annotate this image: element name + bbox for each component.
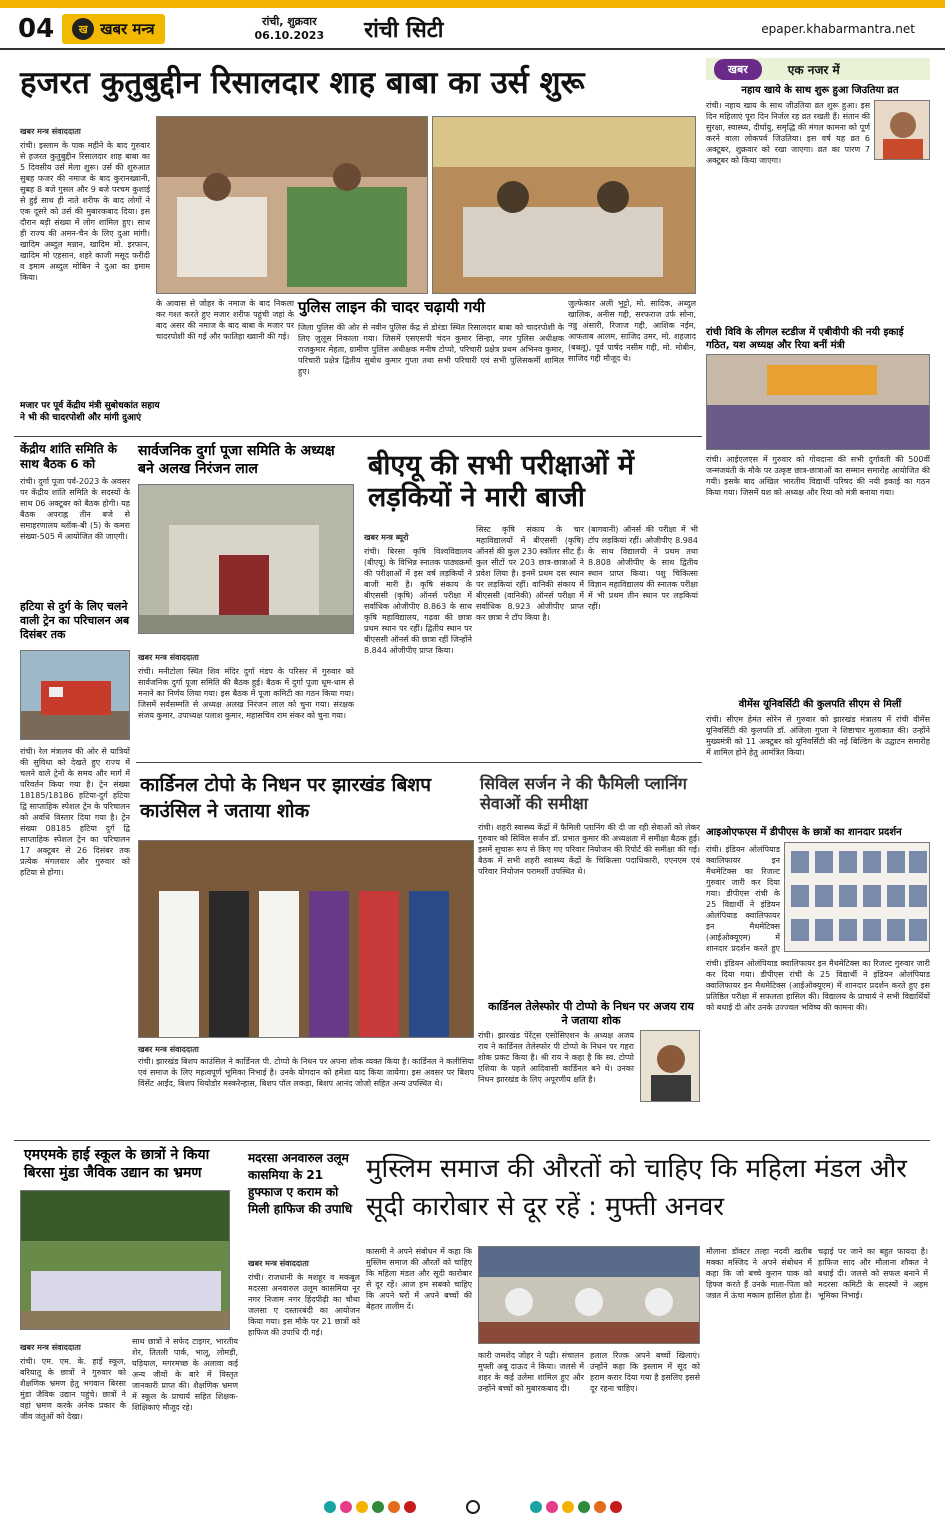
top-color-strip xyxy=(0,0,945,8)
dateline xyxy=(255,15,325,43)
city-day: रांची, शुक्रवार xyxy=(262,15,317,28)
train-photo xyxy=(20,650,130,740)
color-dot xyxy=(546,1501,558,1513)
peace-committee-body: रांची। दुर्गा पूजा पर्व-2023 के अवसर पर केंद्रीय शांति समिति के सदस्यों के साथ 06 अक्टूबर को बैठक होगी। यह बैठक अपराह्न तीन बजे से समाहरणालय ब्लॉक-बी (5) के कमरा संख्या-505 में आयोजित की जाएगी। xyxy=(20,477,130,541)
jiutiya-body: रांची। नहाय खाय के साथ जीउतिया व्रत शुरू हुआ। इस दिन महिलाएं पूरा दिन निर्जल रह व्रत रखती हैं। संतान की सुरक्षा, स्वास्थ्य, दीर्घायु, समृद्धि की मंगल कामना को पूर्ण करने वाला लोकपर्व जिउतिया। इस वर्ष यह व्रत 6 अक्टूबर, शुक्रवार को रखा जाएगा। व्रत का पारण 7 अक्टूबर को किया जाएगा। xyxy=(706,101,870,165)
color-dot xyxy=(530,1501,542,1513)
jalsa-stage-photo xyxy=(478,1246,700,1344)
dps-students-grid-photo xyxy=(784,842,930,952)
color-dots-right xyxy=(530,1501,622,1513)
womens-univ-headline: वीमेंस यूनिवर्सिटी की कुलपति सीएम से मिलीं xyxy=(738,699,902,710)
main-headline: हजरत कुतुबुद्दीन रिसालदार शाह बाबा का उर्स शुरू xyxy=(20,65,585,101)
color-dot xyxy=(356,1501,368,1513)
dps-students-grid-photo-graphic xyxy=(785,843,930,952)
registration-target-icon xyxy=(466,1500,480,1514)
ioqm-headline: आइओएफएस में डीपीएस के छात्रों का शानदार प्रदर्शन xyxy=(706,827,902,838)
urs-crowd-photo-graphic xyxy=(157,117,428,294)
color-dots-left xyxy=(324,1501,416,1513)
pandit-portrait xyxy=(874,100,930,160)
bau-byline: खबर मन्त्र ब्यूरो xyxy=(364,533,409,542)
mufti-body-col5: चढ़ाई पर जाने का बहुत फायदा है। हाफिज साद और मौलाना शौकत ने बधाई दी। जलसे को सफल बनाने में मदरसा कमिटी के सदस्यों ने अहम भूमिका निभाई। xyxy=(818,1247,928,1300)
urs-qawwali-photo xyxy=(432,116,696,294)
main-body-col3: जिला पुलिस की ओर से नवीन पुलिस केंद्र से डोरंडा स्थित रिसालदार बाबा को चादरपोशी के लिए जुलूस निकाला गया। जिसमें एसएसपी चंदन कुमार सिन्हा, नगर पुलिस अधीक्षक राजकुमार मेहता, ग्रामीण पुलिस अधीक्षक मनीष टोप्पो, परिचारी प्रक्षेत्र प्रथम अभिनव कुमार, परिचारी प्रक्षेत्र द्वितीय सुबोध कुमार गुप्ता तथा सभी परिचारी एवं सभी पुलिसकर्मी शामिल हुए। xyxy=(298,323,564,376)
mufti-body-col3: हलाल रिज्क़ अपने बच्चों खिलाएं। उन्होंने कहा कि इस्लाम में सूद को हराम करार दिया गया है इसलिए इससे दूर रहना चाहिए। xyxy=(590,1351,700,1393)
urs-qawwali-photo-graphic xyxy=(433,117,696,294)
brand-badge xyxy=(62,14,164,44)
madrasa-headline: मदरसा अनवारुल उलूम कासमिया के 21 हुफ्फाज ए कराम को मिली हाफिज की उपाधि xyxy=(248,1151,353,1216)
madrasa-byline: खबर मन्त्र संवाददाता xyxy=(248,1259,309,1268)
color-dot xyxy=(404,1501,416,1513)
civil-surgeon-headline: सिविल सर्जन ने की फैमिली प्लानिंग सेवाओं की समीक्षा xyxy=(480,774,687,813)
epaper-link[interactable]: epaper.khabarmantra.net xyxy=(761,22,915,36)
main-byline: खबर मन्त्र संवाददाता xyxy=(20,127,81,136)
mufti-headline: मुस्लिम समाज की औरतों को चाहिए कि महिला मंडल और सूदी कारोबार से दूर रहें : मुफ्ती अनवर xyxy=(366,1154,907,1222)
mufti-body-col4: मौलाना डॉक्टर तल्हा नदवी खतीब मक्का मस्जिद ने अपने संबोधन में कहा कि जो बच्चे कुरान पाक को हिफ्ज करते हैं उनके माता-पिता को जन्नत में ऊंचा मकाम हासिल होता है। xyxy=(706,1247,812,1300)
hatia-train-body: रांची। रेल मंत्रालय की ओर से यात्रियों की सुविधा को देखते हुए राज्य में चलने वाले ट्रेनों के समय और मार्ग में परिवर्तन किया गया है। ट्रेन संख्या 18185/18186 हटिया-दुर्ग हटिया द्वि साप्ताहिक स्पेशल ट्रेन के परिचालन को अवधि विस्तार दिया गया है। ट्रेन संख्या 08185 हटिया दुर्ग द्वि साप्ताहिक स्पेशल ट्रेन का परिचालन 17 अक्टूबर से 26 दिसंबर तक प्रत्येक मंगलवार और गुरुवार को हटिया से होगा। xyxy=(20,747,130,877)
bau-body-col2: सिस्ट कृषि संकाय के चार महाविद्यालयों में बीएससी (कृषि) ऑनर्स की कुल 230 स्कॉलर सीट हैं। कुल सीटों पर 203 छात्र-छात्राओं ने प्रवेश लिया है। इनमें प्रथम दस स्थान पर लड़कियां रहीं। वानिकी संकाय में बीएससी (वानिकी) ऑनर्स परीक्षा में सर्वाधिक 8.923 ओजीपीए प्राप्त कर छात्रा ने टॉप किया है। xyxy=(476,525,584,622)
ek-nazar-header xyxy=(706,58,930,80)
mmk-byline: खबर मन्त्र संवाददाता xyxy=(20,1343,81,1352)
mufti-body-col2: कारी जमशेद जोहर ने पढ़ी। संचालन मुफ्ती अबू दाऊद ने किया। जलसे में शहर के कई उलेमा शामिल हुए और उन्होंने बच्चों को मुबारकबाद दी। xyxy=(478,1351,584,1393)
train-photo-graphic xyxy=(21,651,130,740)
ioqm-body: रांची। इंडियन ओलंपियाड क्वालिफायर इन मैथमेटिक्स का रिजल्ट गुरुवार जारी कर दिया गया। डीपीएस रांची के 25 विद्यार्थी ने इंडियन ओलंपियाड क्वालिफायर इन मैथमेटिक्स (आईओक्यूएम) में शानदार प्रदर्शन करते हुए इस प्रतिष्ठित परीक्षा में सफलता हासिल की। विद्यालय के प्राचार्य ने सभी विद्यार्थियों को बधाई दी और उनके उज्ज्वल भविष्य की कामना की। xyxy=(706,959,930,1012)
color-dot xyxy=(610,1501,622,1513)
abvp-body: रांची। आईएलएस में गुरुवार को गोवदाना की सभी दुर्गावती की 500वीं जन्मजयंती के मौके पर उत्कृष्ट छात्र-छात्राओं का सम्मान समारोह आयोजित की गयी। इसके बाद अखिल भारतीय विद्यार्थी परिषद की नयी इकाई का गठन किया गया। जिसमें यश को अध्यक्ष और रिया को मंत्री बनाया गया। xyxy=(706,455,930,497)
abvp-group-photo xyxy=(706,354,930,450)
brand-logo-icon: ख xyxy=(72,18,94,40)
bau-body-col3: (बागवानी) ऑनर्स की परीक्षा में भी टॉप लड़कियां रहीं। ओजीपीए 8.984 के साथ विद्यालयी ने प्रथम तथा 8.808 ओजीपीए के साथ द्वितीय स्थान प्राप्त किया। पशु चिकित्सा विज्ञान महाविद्यालय की स्नातक परीक्षा में भी प्रथम तीन स्थान पर लड़कियां रहीं। xyxy=(588,525,698,611)
temple-photo-graphic xyxy=(139,485,354,634)
cardinal-headline: कार्डिनल टोपो के निधन पर झारखंड बिशप काउंसिल ने जताया शोक xyxy=(140,774,432,822)
divider xyxy=(14,1140,930,1141)
durga-committee-headline: सार्वजनिक दुर्गा पूजा समिति के अध्यक्ष बने अलख निरंजन लाल xyxy=(138,443,335,477)
color-dot xyxy=(578,1501,590,1513)
page-number: 04 xyxy=(18,14,55,44)
students-zoo-photo xyxy=(20,1190,230,1330)
brand-name: खबर मन्त्र xyxy=(100,20,155,38)
students-zoo-photo-graphic xyxy=(21,1191,230,1330)
khabar-tag: खबर xyxy=(714,59,762,80)
pandit-portrait-graphic xyxy=(875,101,930,160)
color-dot xyxy=(372,1501,384,1513)
womens-univ-body: रांची। सीएम हेमंत सोरेन से गुरुवार को झारखंड मंत्रालय में रांची वीमेंस यूनिवर्सिटी की कुलपति डॉ. अंजिला गुप्ता ने शिष्टाचार मुलाकात की। उन्होंने मुख्यमंत्री को 11 अक्टूबर को यूनिवर्सिटी की नई बिल्डिंग के उद्घाटन समारोह में शामिल होने हेतु आमंत्रित किया। xyxy=(706,715,930,757)
mufti-body-col1: कासमी ने अपने संबोधन में कहा कि मुस्लिम समाज की औरतों को चाहिए कि महिला मंडल और सूदी कारोबार से दूर रहें। आज हम सबको चाहिए कि अपने घरों में अपने बच्चों की बेहतर तालीम दें। xyxy=(366,1247,472,1311)
mmk-school-body-col2: साथ छात्रों ने सफेद टाइगर, भारतीय शेर, तितली पार्क, भालू, लोमड़ी, घड़ियाल, मगरमच्छ के अलावा कई अन्य जीवों के बारे में विस्तृत जानकारी प्राप्त की। शैक्षणिक भ्रमण में स्कूल के प्राचार्य सहित शिक्षक-शिक्षिकाएं मौजूद रहे। xyxy=(132,1337,238,1412)
footer-registration-marks xyxy=(0,1496,945,1517)
bau-headline: बीएयू की सभी परीक्षाओं में लड़कियों ने मारी बाजी xyxy=(368,450,635,513)
durga-body: रांची। मनीटोला स्थित शिव मंदिर दुर्गा मंडप के परिसर में गुरुवार को सार्वजनिक दुर्गा पूजा समिति की बैठक हुई। बैठक में दुर्गा पूजा धूम-धाम से मनाने का निर्णय लिया गया। इस बैठक में पूजा कमिटी का गठन किया गया। जिसमें सर्वसम्मति से अध्यक्ष अलख निरंजन लाल को चुना गया। संरक्षक संजय कुमार, उपाध्यक्ष पलाश कुमार, महासचिव राम संकर को चुना गया। xyxy=(138,667,354,720)
divider xyxy=(14,436,702,437)
peace-committee-headline: केंद्रीय शांति समिति के साथ बैठक 6 को xyxy=(20,442,117,471)
telesphore-body: रांची। झारखंड पेरेंट्स एसोसिएशन के अध्यक्ष अजय राय ने कार्डिनल तेलेस्फोर पी टोप्पो के निधन पर गहरा शोक प्रकट किया है। श्री राय ने कहा है कि स्व. टोप्पो एशिया के पहले आदिवासी कार्डिनल बने थे। उनका निधन झारखंड के लिए अपूरणीय क्षति है। xyxy=(478,1031,634,1084)
urs-crowd-photo xyxy=(156,116,428,294)
jalsa-stage-photo-graphic xyxy=(479,1247,700,1344)
madrasa-body: रांची। राजधानी के मशहूर व मकबूल मदरसा अनवारुल उलूम कासमिया नूर नगर निजाम नगर हिंदपीढ़ी का चौथा जलसा ए दस्तारबंदी का आयोजन किया गया। इस मौके पर 21 छात्रों को हाफिज की उपाधि दी गई। xyxy=(248,1273,360,1337)
cardinal-byline: खबर मन्त्र संवाददाता xyxy=(138,1045,199,1054)
masthead xyxy=(0,10,945,50)
telesphore-headline: कार्डिनल तेलेस्फोर पी टोप्पो के निधन पर अजय राय ने जताया शोक xyxy=(488,1000,694,1027)
bishops-photo-graphic xyxy=(139,841,474,1038)
temple-photo xyxy=(138,484,354,634)
main-body-col1: रांची। इस्लाम के पाक महीने के बाद गुरुवार से हजरत कुतुबुद्दीन रिसालदार शाह बाबा का 5 दिवसीय उर्स मेला शुरू। उर्स की शुरुआत सुबह फजर की नमाज के बाद कुरानख्वानी, सुबह 8 बजे गुसल और 9 बजे परचम कुशाई से हुई साथ ही नाते शरीफ के बाद लोगों ने एक दूसरे को उर्स की मुबारकबाद दिया। इस दौरान बड़ी संख्या में लोग शामिल हुए। साथ ही राज्य की अमन-चैन के लिए दुआ मांगी। खादिम अब्दुल मन्नान, खादिम मो. इरफान, खादिम मो एहसान, शहरे काजी मसूद फरीदी व इमाम अब्दुल मोबिन ने दुआ का इमाम किया। xyxy=(20,141,150,282)
ajay-rai-portrait-graphic xyxy=(641,1031,700,1102)
color-dot xyxy=(562,1501,574,1513)
mmk-school-body: रांची। एम. एम. के. हाई स्कूल, बरियातू के छात्रों ने गुरुवार को शैक्षणिक भ्रमण हेतु भगवान बिरसा मुंडा जैविक उद्यान पहुंचे। छात्रों ने वहां भ्रमण करके अनेक प्रकार के जीव जंतुओं को देखा। xyxy=(20,1357,126,1421)
section-title: रांची सिटी xyxy=(364,18,444,43)
color-dot xyxy=(324,1501,336,1513)
jiutiya-headline: नहाय खाये के साथ शुरू हुआ जिउतिया व्रत xyxy=(741,85,899,96)
civil-surgeon-body: रांची। शहरी स्वास्थ्य केंद्रों में फैमिली प्लानिंग की दी जा रही सेवाओं को लेकर गुरुवार को सिविल सर्जन डॉ. प्रभात कुमार की अध्यक्षता में समीक्षा बैठक हुई। इसमें सुचारू रूप से किए गए परिवार नियोजन की रिपोर्ट की समीक्षा की गई। बैठक में सभी शहरी स्वास्थ्य केंद्रों के चिकित्सा पदाधिकारी, एएनएम एवं परिवार नियोजन परामर्शी उपस्थित थे। xyxy=(478,823,700,876)
abvp-group-photo-graphic xyxy=(707,355,930,450)
mmk-school-headline: एमएमके हाई स्कूल के छात्रों ने किया बिरसा मुंडा जैविक उद्यान का भ्रमण xyxy=(24,1147,210,1181)
hatia-train-headline: हटिया से दुर्ग के लिए चलने वाली ट्रेन का परिचालन अब दिसंबर तक xyxy=(20,600,130,641)
main-body-col4: जुल्फेकार अली भुट्टो, मो. सादिक, अब्दुल खालिक, अनीस गद्दी, सरफराज उर्फ सोना, नन्नु अंसारी, रिजाज गद्दी, आशिक नईम, आफताब आलम, साजिद उमर, मो. शहजाद (बबलू), पूर्व पार्षद नसीम गद्दी, मो. मोबीन, साजिद गद्दी मौजूद थे। xyxy=(568,299,696,363)
color-dot xyxy=(340,1501,352,1513)
main-body-col2: के आवास से जोहर के नमाज के बाद निकला कर गश्त करते हुए मजार शरीफ पहुंची जहां के बाद असर की नमाज के बाद बाबा के मजार पर चादरपोशी की गई और फातिहा ख्वानी की गई। xyxy=(156,299,294,341)
ajay-rai-portrait xyxy=(640,1030,700,1102)
divider xyxy=(136,762,702,763)
ioqm-body-intro: रांची। इंडियन ओलंपियाड क्वालिफायर इन मैथमेटिक्स का रिजल्ट गुरुवार जारी कर दिया गया। डीपीएस रांची के 25 विद्यार्थी ने इंडियन ओलंपियाड क्वालिफायर इन मैथमेटिक्स (आईओक्यूएम) में शानदार प्रदर्शन करते हुए xyxy=(706,845,780,953)
color-dot xyxy=(594,1501,606,1513)
issue-date: 06.10.2023 xyxy=(254,29,325,42)
bau-body-col1: रांची। बिरसा कृषि विश्वविद्यालय (बीएयू) के विभिन्न स्नातक पाठ्यक्रमों की परीक्षाओं में इस वर्ष लड़कियों ने बाजी मारी है। कृषि संकाय के बीएससी (कृषि) ऑनर्स परीक्षा में सर्वाधिक ओजीपीए 8.863 के साथ कृषि महाविद्यालय, गढ़वा की छात्रा प्रथम स्थान पर रहीं। द्वितीय स्थान पर बीएससी ऑनर्स की छात्रा रहीं जिन्होंने 8.844 ओजीपीए प्राप्त किया। xyxy=(364,547,472,655)
abvp-headline: रांची विवि के लीगल स्टडीज में एबीवीपी की नयी इकाई गठित, यश अध्यक्ष और रिया बनीं मंत्री xyxy=(706,327,904,351)
color-dot xyxy=(388,1501,400,1513)
police-line-subhead: पुलिस लाइन की चादर चढ़ायी गयी xyxy=(298,298,485,316)
durga-byline: खबर मन्त्र संवाददाता xyxy=(138,653,199,662)
bishops-photo xyxy=(138,840,474,1038)
subodh-caption: मजार पर पूर्व केंद्रीय मंत्री सुबोधकांत सहाय ने भी की चादरपोशी और मांगी दुआएं xyxy=(20,401,160,423)
ek-nazar-tag: एक नजर में xyxy=(787,62,840,77)
cardinal-body: रांची। झारखंड बिशप काउंसिल ने कार्डिनल पी. टोप्पो के निधन पर अपना शोक व्यक्त किया है। कार्डिनल ने कलीसिया एवं समाज के लिए महत्वपूर्ण भूमिका निभाई है। उनके योगदान को हमेशा याद किया जायेगा। इस अवसर पर बिशप विंसेंट आईंद, बिशप थियोडोर मस्करेन्हास, बिशप पॉल लकड़ा, बिशप आनंद जोजो सहित अन्य उपस्थित थे। xyxy=(138,1057,474,1088)
